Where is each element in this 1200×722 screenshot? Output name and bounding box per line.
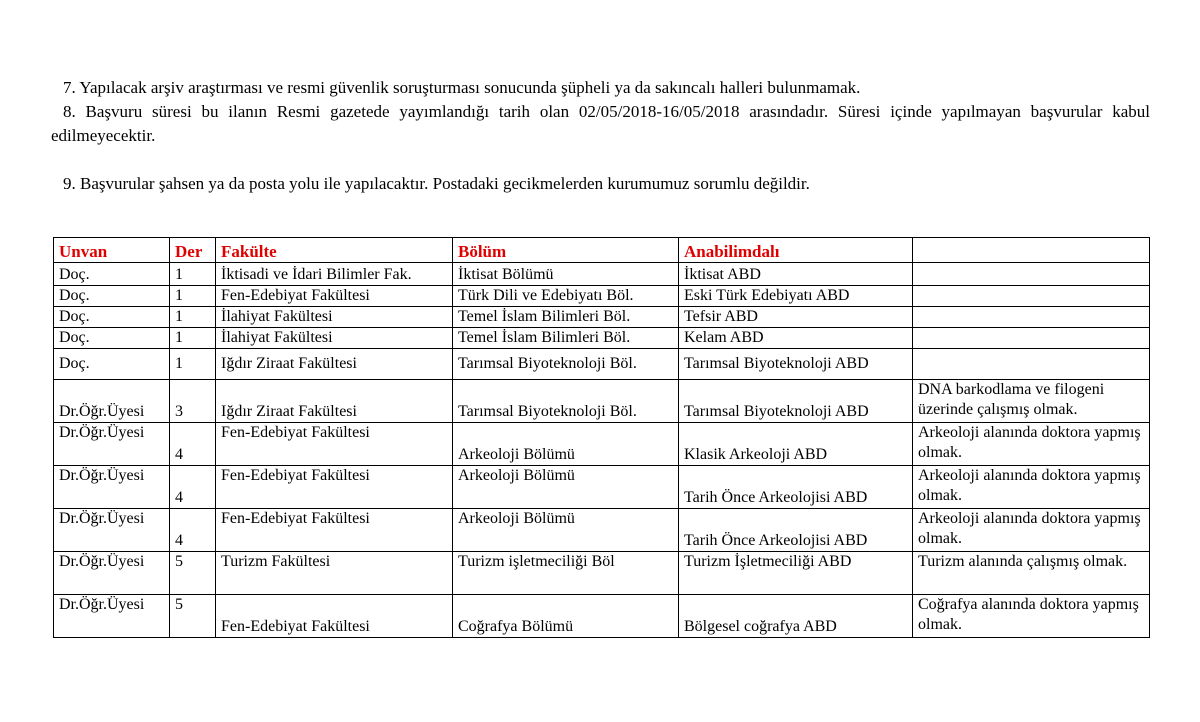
cell-unvan: Dr.Öğr.Üyesi — [54, 423, 170, 466]
cell-bolum: Arkeoloji Bölümü — [453, 466, 679, 509]
cell-der: 4 — [170, 466, 216, 509]
cell-anabilimdali: Klasik Arkeoloji ABD — [679, 423, 913, 466]
cell-der: 1 — [170, 328, 216, 349]
cell-bolum: Temel İslam Bilimleri Böl. — [453, 328, 679, 349]
header-anabilimdali: Anabilimdalı — [679, 238, 913, 263]
cell-fakulte: Fen-Edebiyat Fakültesi — [216, 423, 453, 466]
cell-anabilimdali: Tarımsal Biyoteknoloji ABD — [679, 380, 913, 423]
cell-der: 4 — [170, 509, 216, 552]
cell-bolum: Turizm işletmeciliği Böl — [453, 552, 679, 595]
cell-der: 4 — [170, 423, 216, 466]
cell-der: 5 — [170, 595, 216, 638]
cell-anabilimdali: Tarih Önce Arkeolojisi ABD — [679, 509, 913, 552]
cell-der: 1 — [170, 263, 216, 286]
header-aciklama — [913, 238, 1150, 263]
cell-bolum: Tarımsal Biyoteknoloji Böl. — [453, 349, 679, 380]
cell-unvan: Doç. — [54, 349, 170, 380]
table-row — [54, 328, 1150, 349]
cell-der: 1 — [170, 307, 216, 328]
cell-aciklama — [913, 263, 1150, 286]
cell-der: 3 — [170, 380, 216, 423]
cell-fakulte: İktisadi ve İdari Bilimler Fak. — [216, 263, 453, 286]
cell-unvan: Dr.Öğr.Üyesi — [54, 595, 170, 638]
cell-der: 5 — [170, 552, 216, 595]
cell-unvan: Doç. — [54, 328, 170, 349]
cell-aciklama — [913, 307, 1150, 328]
header-unvan: Unvan — [54, 238, 170, 263]
cell-fakulte: Fen-Edebiyat Fakültesi — [216, 286, 453, 307]
positions-table — [53, 237, 1150, 638]
table-row — [54, 263, 1150, 286]
table-row — [54, 286, 1150, 307]
cell-aciklama: Arkeoloji alanında doktora yapmış olmak. — [913, 466, 1150, 509]
header-der: Der — [170, 238, 216, 263]
cell-bolum: Temel İslam Bilimleri Böl. — [453, 307, 679, 328]
paragraph-8: 8. Başvuru süresi bu ilanın Resmi gazetede yayımlandığı tarih olan 02/05/2018-16/05/2018 arasındadır. Süresi içinde yapılmayan başvurular kabul edilmeyecektir. — [51, 102, 1150, 145]
table-row — [54, 552, 1150, 595]
cell-unvan: Doç. — [54, 286, 170, 307]
cell-fakulte: İlahiyat Fakültesi — [216, 328, 453, 349]
cell-anabilimdali: Turizm İşletmeciliği ABD — [679, 552, 913, 595]
cell-unvan: Dr.Öğr.Üyesi — [54, 380, 170, 423]
cell-unvan: Dr.Öğr.Üyesi — [54, 552, 170, 595]
cell-bolum: Coğrafya Bölümü — [453, 595, 679, 638]
table-row — [54, 423, 1150, 466]
cell-unvan: Dr.Öğr.Üyesi — [54, 466, 170, 509]
table-row — [54, 509, 1150, 552]
header-fakulte: Fakülte — [216, 238, 453, 263]
table-row — [54, 349, 1150, 380]
header-bolum: Bölüm — [453, 238, 679, 263]
paragraph-9: 9. Başvurular şahsen ya da posta yolu ile yapılacaktır. Postadaki gecikmelerden kurumumuz sorumlu değildir. — [63, 174, 810, 193]
cell-fakulte: Fen-Edebiyat Fakültesi — [216, 595, 453, 638]
cell-fakulte: İlahiyat Fakültesi — [216, 307, 453, 328]
cell-bolum: İktisat Bölümü — [453, 263, 679, 286]
cell-anabilimdali: Tarımsal Biyoteknoloji ABD — [679, 349, 913, 380]
cell-aciklama: DNA barkodlama ve filogeni üzerinde çalışmış olmak. — [913, 380, 1150, 423]
cell-fakulte: Fen-Edebiyat Fakültesi — [216, 509, 453, 552]
table-row — [54, 595, 1150, 638]
cell-unvan: Doç. — [54, 263, 170, 286]
cell-der: 1 — [170, 349, 216, 380]
cell-aciklama — [913, 349, 1150, 380]
cell-unvan: Doç. — [54, 307, 170, 328]
cell-anabilimdali: Kelam ABD — [679, 328, 913, 349]
cell-anabilimdali: İktisat ABD — [679, 263, 913, 286]
cell-bolum: Tarımsal Biyoteknoloji Böl. — [453, 380, 679, 423]
paragraph-7: 7. Yapılacak arşiv araştırması ve resmi güvenlik soruşturması sonucunda şüpheli ya da sakıncalı halleri bulunmamak. — [63, 78, 861, 97]
cell-unvan: Dr.Öğr.Üyesi — [54, 509, 170, 552]
cell-aciklama — [913, 286, 1150, 307]
cell-der: 1 — [170, 286, 216, 307]
cell-aciklama: Arkeoloji alanında doktora yapmış olmak. — [913, 509, 1150, 552]
table-header-row — [54, 238, 1150, 263]
cell-fakulte: Iğdır Ziraat Fakültesi — [216, 380, 453, 423]
cell-aciklama: Coğrafya alanında doktora yapmış olmak. — [913, 595, 1150, 638]
cell-aciklama: Arkeoloji alanında doktora yapmış olmak. — [913, 423, 1150, 466]
cell-aciklama: Turizm alanında çalışmış olmak. — [913, 552, 1150, 595]
cell-fakulte: Turizm Fakültesi — [216, 552, 453, 595]
cell-bolum: Arkeoloji Bölümü — [453, 509, 679, 552]
cell-fakulte: Iğdır Ziraat Fakültesi — [216, 349, 453, 380]
cell-anabilimdali: Eski Türk Edebiyatı ABD — [679, 286, 913, 307]
cell-anabilimdali: Tarih Önce Arkeolojisi ABD — [679, 466, 913, 509]
cell-anabilimdali: Tefsir ABD — [679, 307, 913, 328]
table-row — [54, 466, 1150, 509]
cell-bolum: Türk Dili ve Edebiyatı Böl. — [453, 286, 679, 307]
table-row — [54, 307, 1150, 328]
cell-anabilimdali: Bölgesel coğrafya ABD — [679, 595, 913, 638]
cell-aciklama — [913, 328, 1150, 349]
cell-bolum: Arkeoloji Bölümü — [453, 423, 679, 466]
cell-fakulte: Fen-Edebiyat Fakültesi — [216, 466, 453, 509]
table-row — [54, 380, 1150, 423]
